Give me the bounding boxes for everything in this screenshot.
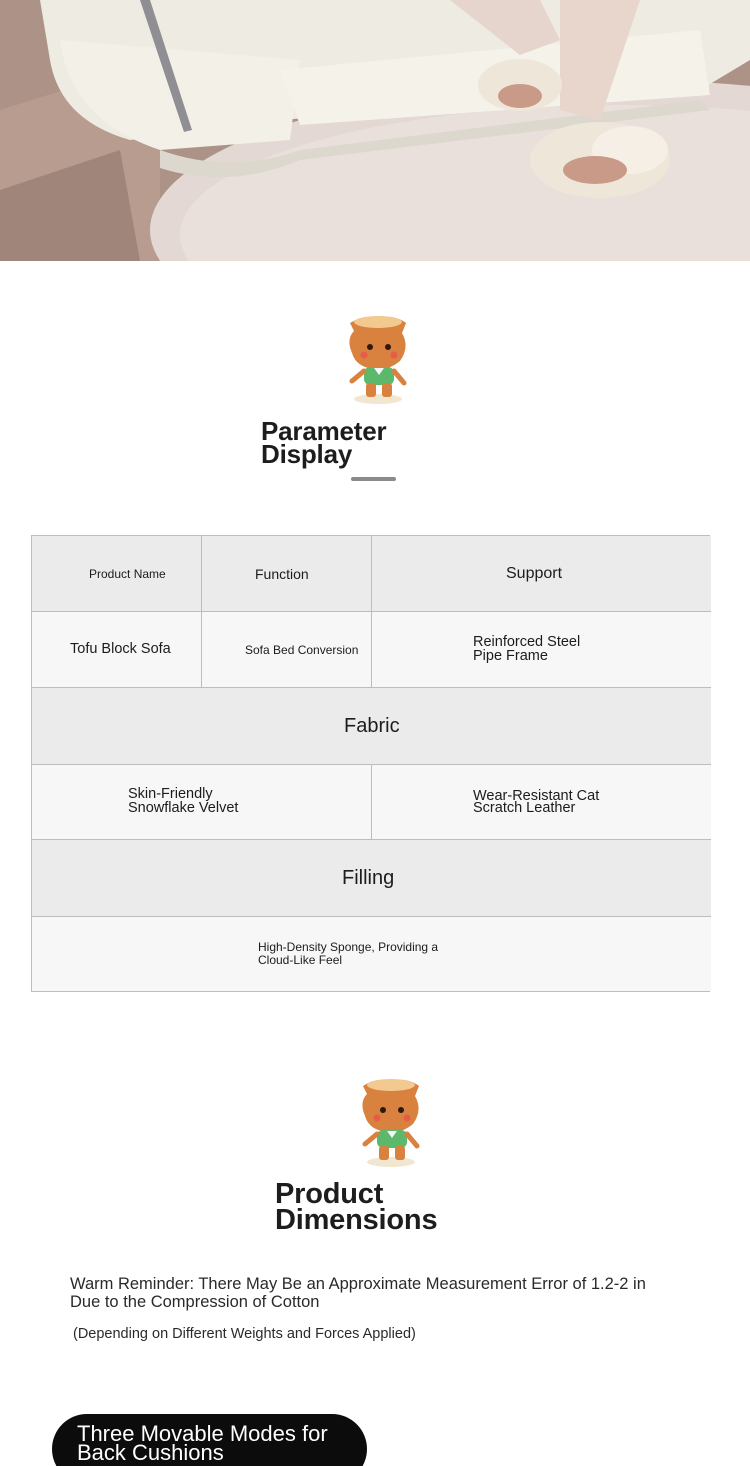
- parameter-display-title: Parameter Display: [261, 416, 387, 470]
- value-filling: [32, 917, 711, 991]
- mascot-icon: [340, 313, 414, 405]
- cushion-modes-banner: [52, 1414, 367, 1466]
- value-support: [372, 612, 711, 688]
- fabric-1-line-2: Snowflake Velvet: [128, 800, 239, 816]
- mascot-icon: [353, 1076, 427, 1168]
- support-line-1: Reinforced Steel: [473, 634, 581, 651]
- value-fabric-velvet: [32, 765, 372, 840]
- support-line-2: Pipe Frame: [473, 647, 548, 664]
- fabric-2-line-1: Wear-Resistant Cat: [473, 787, 600, 804]
- value-function: Sofa Bed Conversion: [202, 612, 372, 688]
- sofa-photo-icon: [0, 0, 750, 261]
- header-function: Function: [202, 536, 372, 612]
- header-fabric: Fabric: [32, 688, 711, 765]
- measurement-reminder: Warm Reminder: There May Be an Approximate Measurement Error of 1.2-2 in Due to the Compression of Cotton: [70, 1275, 646, 1311]
- value-fabric-leather: [372, 765, 711, 840]
- parameter-table: [31, 535, 710, 992]
- cushion-label-line-2: Back Cushions: [77, 1439, 224, 1465]
- header-filling: Filling: [32, 840, 711, 917]
- fabric-2-line-2: Scratch Leather: [473, 800, 576, 816]
- value-product-name: Tofu Block Sofa: [32, 612, 202, 688]
- fabric-1-line-1: Skin-Friendly: [128, 786, 213, 803]
- measurement-reminder-note: (Depending on Different Weights and Forces Applied): [73, 1326, 416, 1342]
- filling-line-1: High-Density Sponge, Providing a: [258, 940, 439, 955]
- filling-line-2: Cloud-Like Feel: [258, 953, 343, 967]
- hero-photo: [0, 0, 750, 261]
- title-underline: [351, 477, 396, 481]
- header-support: Support: [372, 536, 711, 612]
- cushion-label-line-1: Three Movable Modes for: [77, 1421, 328, 1446]
- product-dimensions-title: Product Dimensions: [275, 1178, 438, 1237]
- header-product-name: Product Name: [32, 536, 202, 612]
